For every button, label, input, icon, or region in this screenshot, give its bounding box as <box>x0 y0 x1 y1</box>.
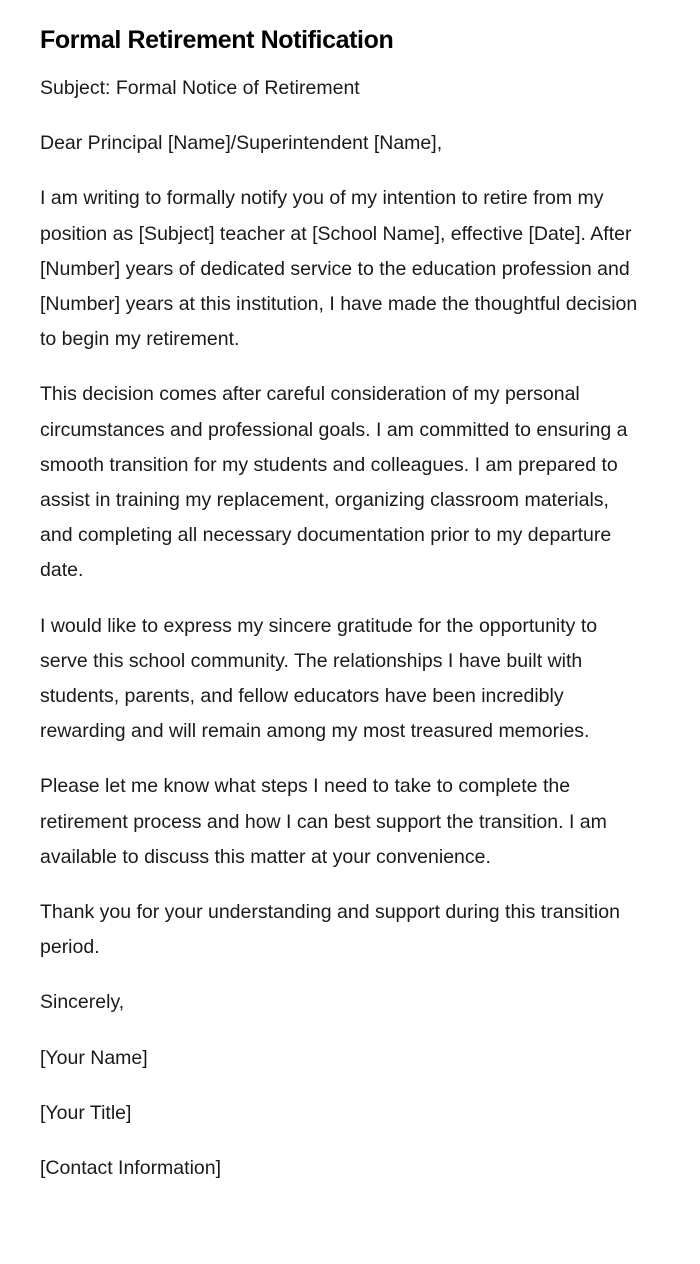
signature-title: [Your Title] <box>40 1101 132 1124</box>
body-paragraph-4: Please let me know what steps I need to take to complete the retirement process and how I can best support the transition. I am available to discuss this matter at your convenience. <box>40 775 607 868</box>
document-title: Formal Retirement Notification <box>40 26 394 54</box>
closing: Sincerely, <box>40 991 125 1014</box>
body-paragraph-5: Thank you for your understanding and support during this transition period. <box>40 901 620 959</box>
letter-document <box>40 22 645 1206</box>
body-paragraph-3: I would like to express my sincere gratitude for the opportunity to serve this school community. The relationships I have built with students, parents, and fellow educators have been incredibly rewarding and will remain among my most treasured memories. <box>40 614 598 743</box>
signature-name: [Your Name] <box>40 1046 148 1069</box>
subject-line: Subject: Formal Notice of Retirement <box>40 77 360 99</box>
body-paragraph-2: This decision comes after careful consideration of my personal circumstances and professional goals. I am committed to ensuring a smooth transition for my students and colleagues. I am prepared to assist in training my replacement, organizing classroom materials, and completing all necessary documentation prior to my departure date. <box>40 383 628 582</box>
salutation: Dear Principal [Name]/Superintendent [Name], <box>40 132 443 155</box>
signature-contact: [Contact Information] <box>40 1157 222 1180</box>
body-paragraph-1: I am writing to formally notify you of my intention to retire from my position as [Subject] teacher at [School Name], effective [Date]. After [Number] years of dedicated service to the education profession and [Number] years at this institution, I have made the thoughtful decision to begin my retirement. <box>40 187 638 351</box>
